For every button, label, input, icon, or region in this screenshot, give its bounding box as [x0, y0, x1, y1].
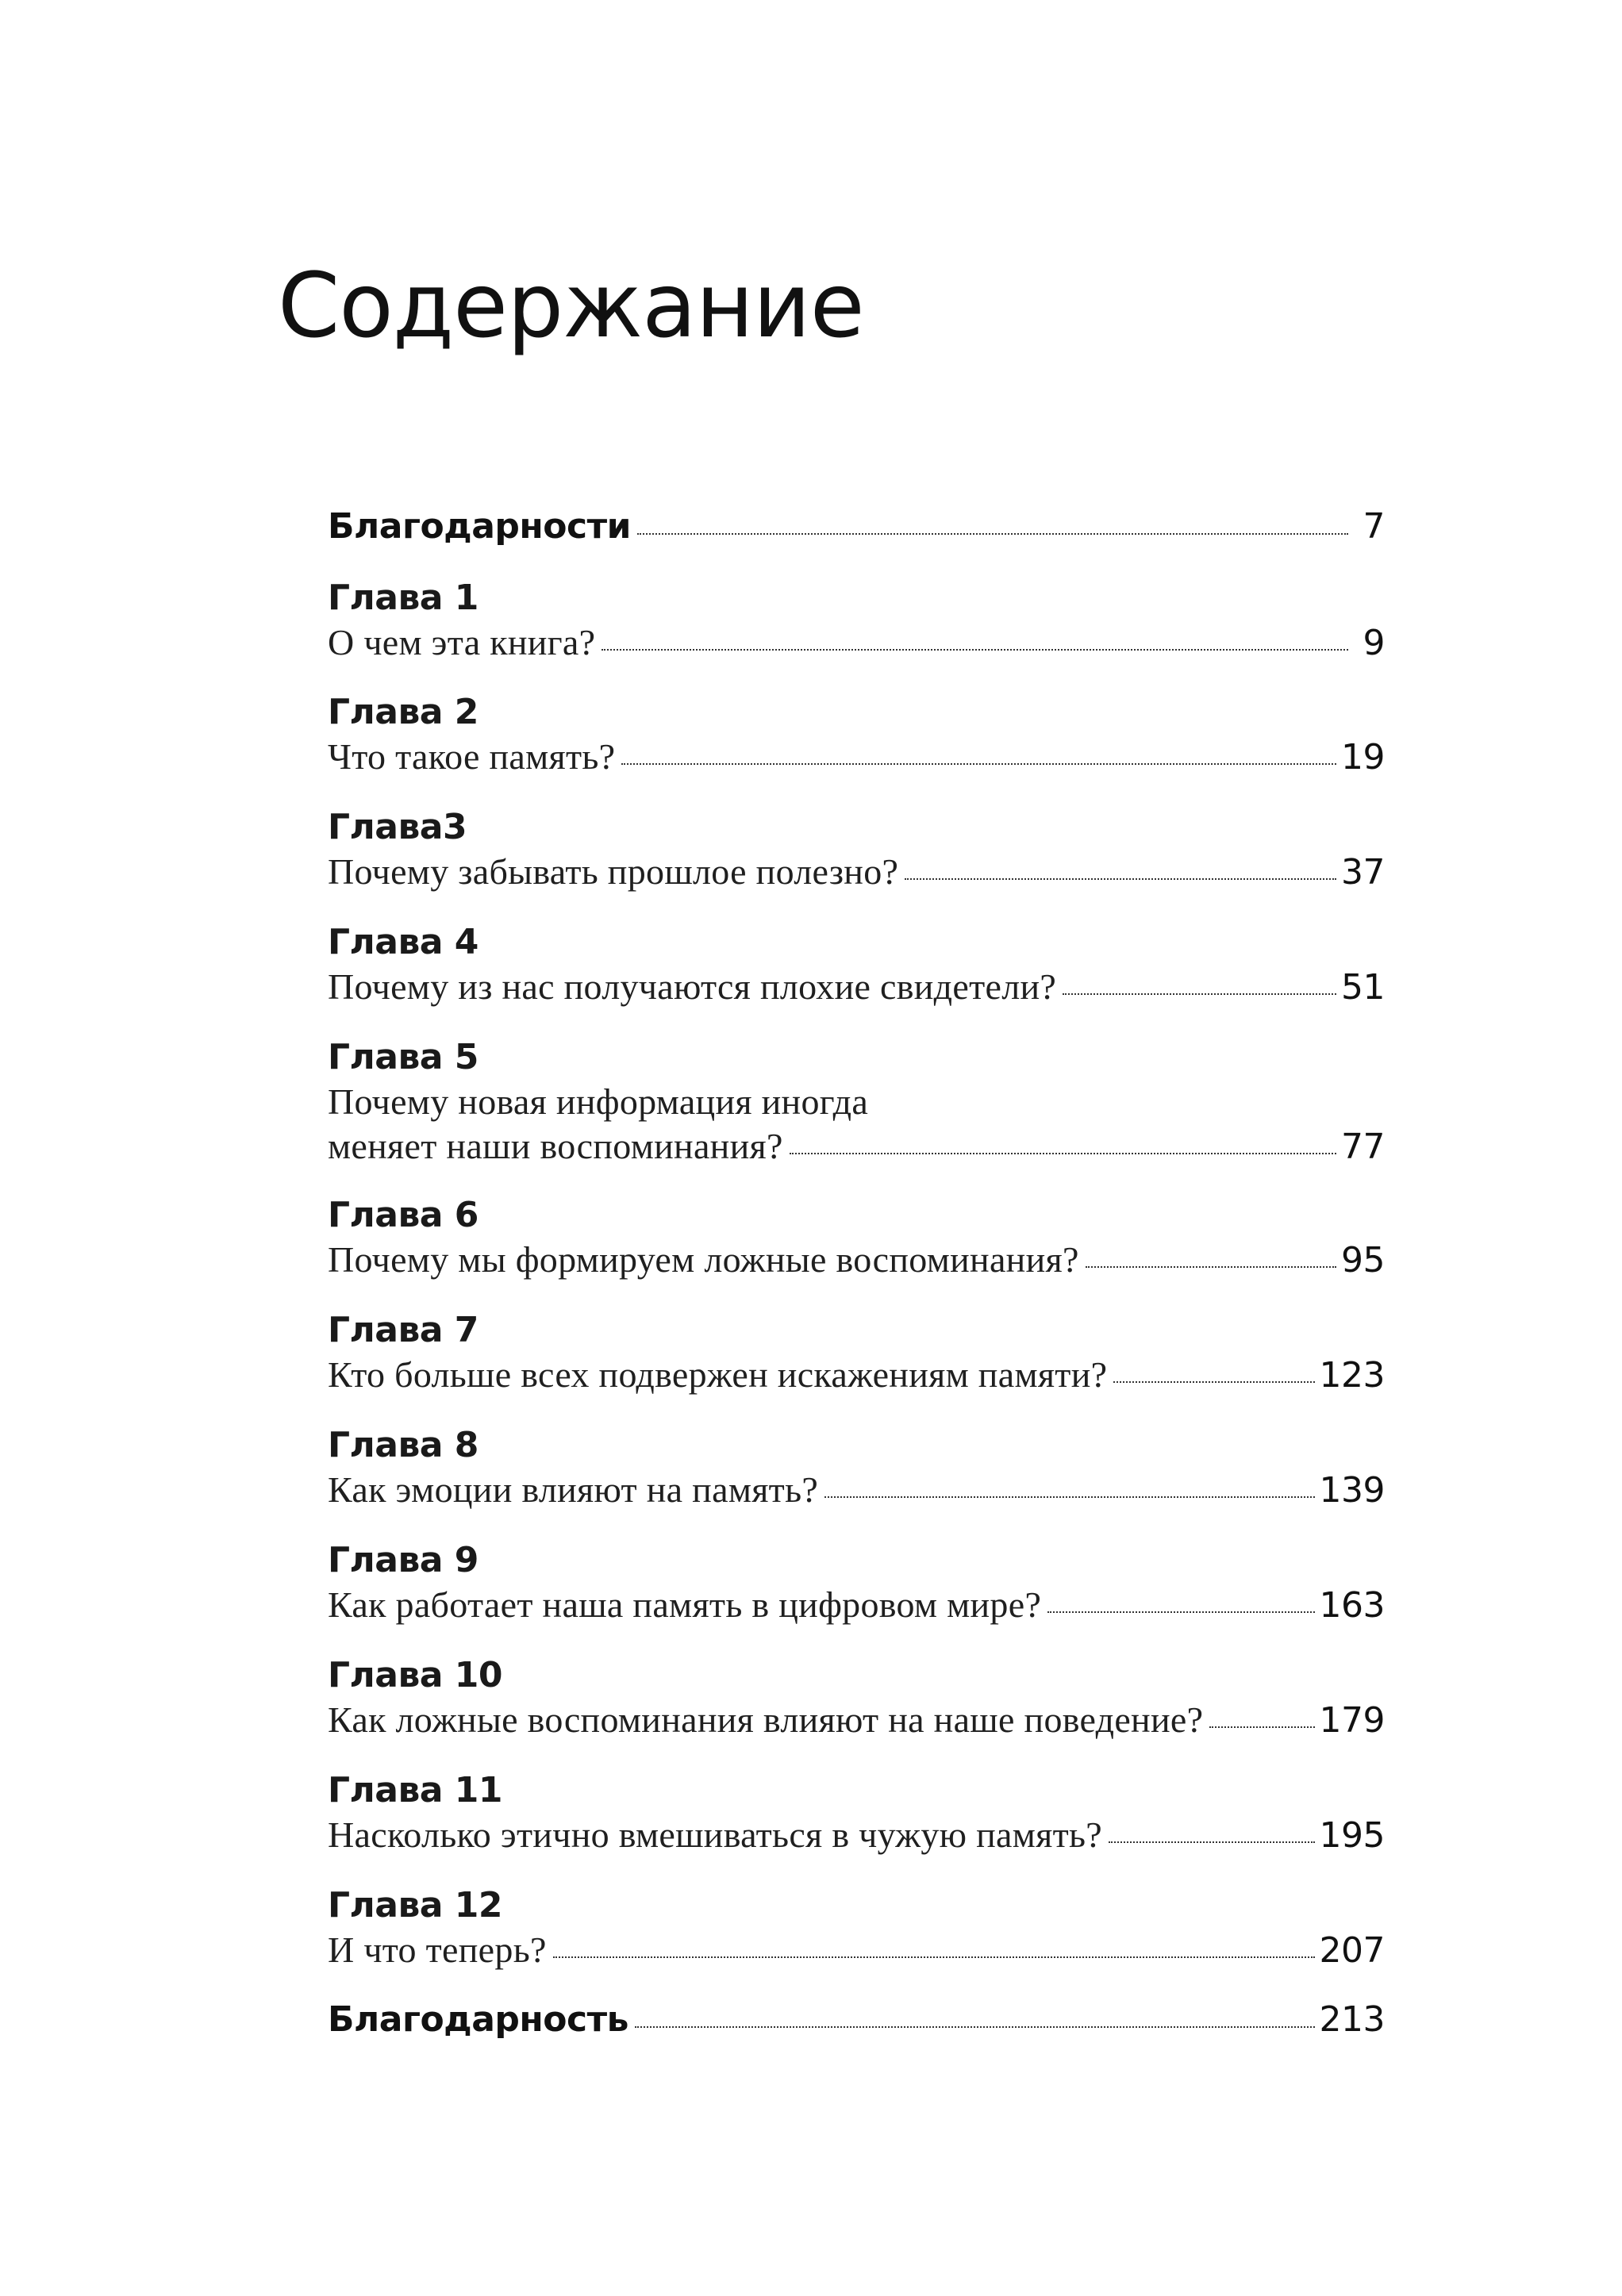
toc-page-number: 213 [1319, 1999, 1385, 2040]
chapter-label: Глава 6 [328, 1195, 479, 1235]
chapter-title: Как ложные воспоминания влияют на наше поведение? [328, 1699, 1204, 1740]
dot-leader [1086, 1266, 1336, 1268]
chapter-title-line-1: Почему новая информация иногда [328, 1081, 869, 1122]
toc-row [328, 735, 1385, 779]
toc-page-number: 163 [1319, 1585, 1385, 1626]
toc-page-number: 207 [1319, 1930, 1385, 1971]
chapter-label: Глава3 [328, 807, 467, 847]
toc-entry-title: Благодарность [328, 1999, 628, 2040]
chapter-label: Глава 7 [328, 1310, 479, 1350]
chapter-label: Глава 5 [328, 1037, 479, 1077]
dot-leader [1109, 1841, 1315, 1843]
toc-page-number: 51 [1341, 967, 1385, 1008]
chapter-title: Кто больше всех подвержен искажениям памяти? [328, 1354, 1108, 1395]
toc-page-number: 123 [1319, 1355, 1385, 1396]
toc-entry-title: Благодарности [328, 506, 631, 547]
chapter-label: Глава 12 [328, 1885, 503, 1925]
toc-page-number: 7 [1363, 506, 1385, 547]
toc-row [328, 1583, 1385, 1627]
chapter-label: Глава 8 [328, 1425, 479, 1465]
toc-row [328, 1928, 1385, 1972]
chapter-title: И что теперь? [328, 1929, 547, 1970]
chapter-title-line-2: меняет наши воспоминания? [328, 1126, 783, 1166]
toc-page-number: 95 [1341, 1240, 1385, 1280]
toc-row [328, 1238, 1385, 1282]
chapter-title: Почему мы формируем ложные воспоминания? [328, 1239, 1079, 1280]
chapter-title: Почему забывать прошлое полезно? [328, 851, 899, 892]
toc-entry-back [328, 1998, 1385, 2042]
chapter-title: Насколько этично вмешиваться в чужую память? [328, 1814, 1103, 1855]
toc-page-number: 139 [1319, 1470, 1385, 1511]
chapter-title: Как работает наша память в цифровом мире? [328, 1584, 1042, 1625]
toc-chapter-1 [328, 576, 1385, 665]
dot-leader [1209, 1726, 1314, 1728]
chapter-label: Глава 10 [328, 1655, 503, 1695]
toc-row [328, 505, 1385, 549]
toc-row [328, 965, 1385, 1009]
dot-leader [621, 763, 1336, 765]
toc-page-number: 19 [1341, 737, 1385, 777]
dot-leader [637, 533, 1348, 535]
toc-row [328, 1998, 1385, 2042]
dot-leader [1047, 1611, 1314, 1613]
toc-row [328, 1353, 1385, 1397]
chapter-label: Глава 9 [328, 1540, 479, 1580]
toc-chapter-10 [328, 1653, 1385, 1742]
chapter-title: О чем эта книга? [328, 622, 596, 662]
toc-chapter-12 [328, 1883, 1385, 1972]
toc-chapter-6 [328, 1193, 1385, 1282]
dot-leader [635, 2026, 1315, 2028]
chapter-label: Глава 11 [328, 1770, 503, 1810]
toc-row [328, 1813, 1385, 1857]
dot-leader [1063, 993, 1336, 995]
toc-row [328, 1124, 1385, 1169]
toc-chapter-2 [328, 690, 1385, 779]
chapter-title: Что такое память? [328, 736, 616, 777]
dot-leader [1113, 1381, 1314, 1383]
toc-chapter-7 [328, 1308, 1385, 1397]
toc-row [328, 1468, 1385, 1512]
chapter-label: Глава 1 [328, 578, 479, 618]
toc-page-number: 37 [1341, 852, 1385, 893]
toc-page-number: 179 [1319, 1700, 1385, 1741]
dot-leader [553, 1956, 1315, 1958]
toc-page-number: 9 [1363, 623, 1385, 663]
chapter-title: Почему из нас получаются плохие свидетели? [328, 966, 1057, 1007]
dot-leader [824, 1496, 1314, 1498]
toc-row [328, 1698, 1385, 1742]
dot-leader [905, 878, 1336, 880]
toc-chapter-3 [328, 805, 1385, 894]
page-title: Содержание [278, 255, 864, 358]
toc-page-number: 195 [1319, 1815, 1385, 1856]
toc-row [328, 1080, 1385, 1124]
dot-leader [790, 1153, 1336, 1154]
toc-chapter-8 [328, 1423, 1385, 1512]
toc-chapter-11 [328, 1768, 1385, 1857]
toc-chapter-4 [328, 920, 1385, 1009]
chapter-label: Глава 4 [328, 922, 479, 962]
toc-page-number: 77 [1341, 1127, 1385, 1167]
chapter-title: Как эмоции влияют на память? [328, 1469, 819, 1510]
dot-leader [602, 649, 1348, 651]
toc-chapter-9 [328, 1538, 1385, 1627]
toc-entry-front [328, 505, 1385, 549]
toc-row [328, 850, 1385, 894]
chapter-label: Глава 2 [328, 692, 479, 732]
toc-chapter-5 [328, 1035, 1385, 1169]
toc-row [328, 620, 1385, 665]
